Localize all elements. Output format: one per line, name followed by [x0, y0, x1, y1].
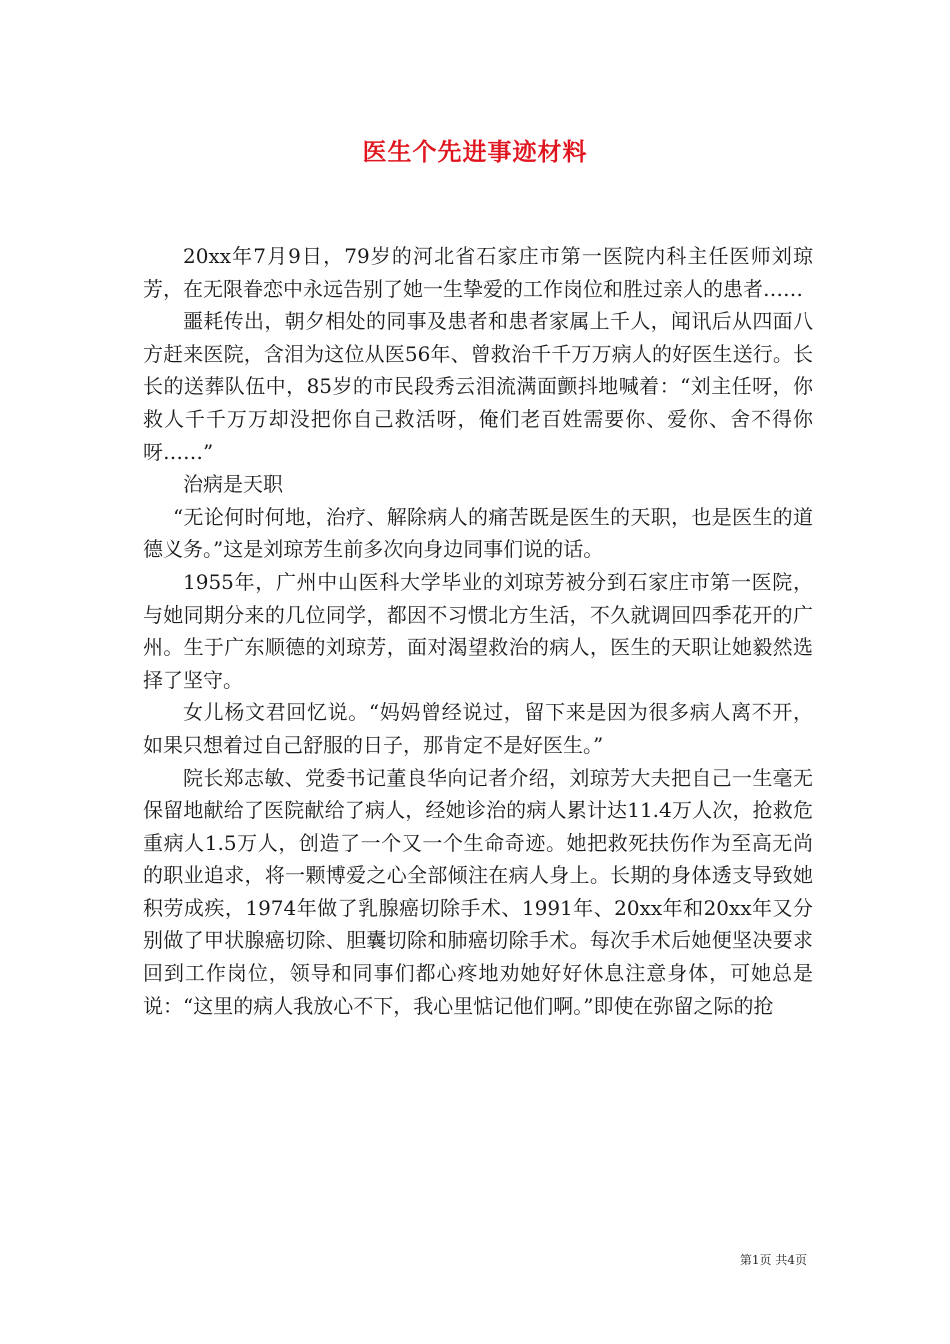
- paragraph: 院长郑志敏、党委书记董良华向记者介绍，刘琼芳大夫把自己一生毫无保留地献给了医院献给了病人，经她诊治的病人累计达11.4万人次，抢救危重病人1.5万人，创造了一个又一个生命奇迹。她把救死扶伤作为至高无尚的职业追求，将一颗博爱之心全部倾注在病人身上。长期的身体透支导致她积劳成疾，1974年做了乳腺癌切除手术、1991年、20xx年和20xx年又分别做了甲状腺癌切除、胆囊切除和肺癌切除手术。每次手术后她便坚决要求回到工作岗位，领导和同事们都心疼地劝她好好休息注意身体，可她总是说：“这里的病人我放心不下，我心里惦记他们啊。”即使在弥留之际的抢: [143, 765, 813, 1018]
- document-title: 医生个先进事迹材料: [362, 137, 588, 166]
- paragraph: “无论何时何地，治疗、解除病人的痛苦既是医生的天职，也是医生的道德义务。”这是刘琼芳生前多次向身边同事们说的话。: [143, 504, 813, 562]
- paragraph: 1955年，广州中山医科大学毕业的刘琼芳被分到石家庄市第一医院，与她同期分来的几位同学，都因不习惯北方生活，不久就调回四季花开的广州。生于广东顺德的刘琼芳，面对渴望救治的病人，医生的天职让她毅然选择了坚守。: [143, 569, 813, 692]
- document-body: [143, 240, 813, 1022]
- paragraph: 噩耗传出，朝夕相处的同事及患者和患者家属上千人，闻讯后从四面八方赶来医院，含泪为这位从医56年、曾救治千千万万病人的好医生送行。长长的送葬队伍中，85岁的市民段秀云泪流满面颤抖地喊着：“刘主任呀，你救人千千万万却没把你自己救活呀，俺们老百姓需要你、爱你、舍不得你呀……”: [143, 309, 813, 464]
- page-number: 第1页 共4页: [739, 1253, 807, 1267]
- paragraph: 20xx年7月9日，79岁的河北省石家庄市第一医院内科主任医师刘琼芳，在无限眷恋中永远告别了她一生挚爱的工作岗位和胜过亲人的患者……: [143, 244, 813, 301]
- section-heading: 治病是天职: [183, 472, 283, 497]
- paragraph: 女儿杨文君回忆说。“妈妈曾经说过，留下来是因为很多病人离不开，如果只想着过自己舒服的日子，那肯定不是好医生。”: [143, 700, 813, 757]
